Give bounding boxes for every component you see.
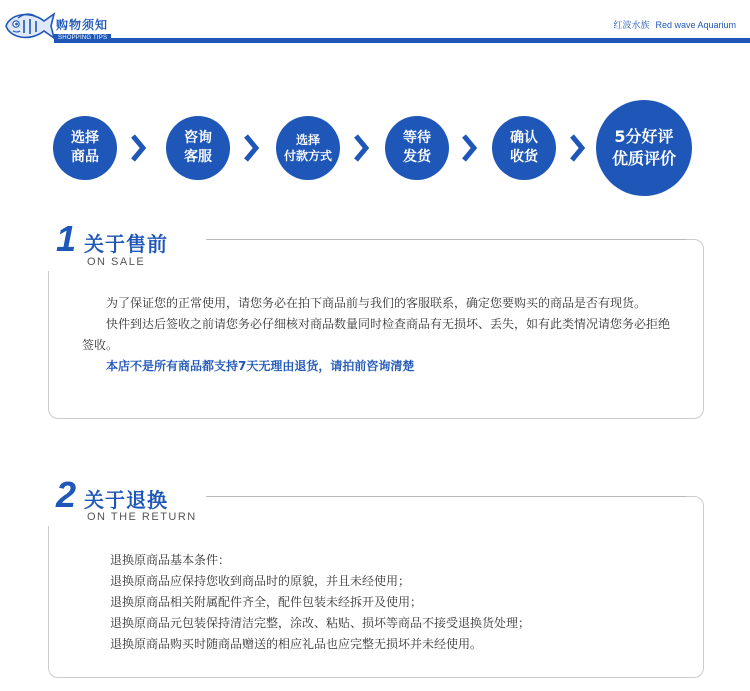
- presale-paragraph: 为了保证您的正常使用，请您务必在拍下商品前与我们的客服联系，确定您要购买的商品是否有现货。: [106, 296, 647, 310]
- return-line: 退换原商品基本条件：: [110, 553, 231, 567]
- section-title: 关于售前: [84, 232, 168, 256]
- step-confirm-receipt: 确认 收货: [492, 116, 556, 180]
- return-line: 退换原商品相关附属配件齐全，配件包装未经拆开及使用；: [110, 595, 423, 609]
- return-line: 退换原商品应保持您收到商品时的原貌，并且未经使用；: [110, 574, 411, 588]
- section-subtitle: ON SALE: [87, 256, 146, 268]
- header-tag: SHOPPING TIPS: [54, 34, 111, 43]
- heading-rule: [206, 239, 686, 240]
- section-subtitle: ON THE RETURN: [87, 511, 197, 523]
- brand-name: [613, 18, 736, 31]
- step-wait-shipping: 等待 发货: [385, 116, 449, 180]
- page-header: [0, 0, 750, 46]
- chevron-right-icon: [461, 133, 477, 163]
- header-rule: [110, 38, 750, 43]
- return-line: 退换原商品元包装保持清洁完整，涂改、粘贴、损坏等商品不接受退换货处理；: [110, 616, 531, 630]
- section-title: 关于退换: [84, 488, 168, 512]
- brand-name-zh: 红波水族: [613, 21, 650, 31]
- section-number: 1: [56, 218, 77, 259]
- heading-rule: [206, 496, 686, 497]
- section-number: 2: [56, 474, 77, 515]
- chevron-right-icon: [130, 133, 146, 163]
- presale-body: [82, 293, 674, 377]
- return-line: 退换原商品购买时随商品赠送的相应礼品也应完整无损坏并未经使用。: [110, 637, 483, 651]
- presale-notice: 本店不是所有商品都支持7天无理由退货，请拍前咨询清楚: [106, 359, 415, 373]
- step-consult-service: 咨询 客服: [166, 116, 230, 180]
- presale-paragraph: 快件到达后签收之前请您务必仔细核对商品数量同时检查商品有无损坏、丢失，如有此类情况请您务必拒绝签收。: [82, 317, 671, 352]
- step-payment-method: 选择 付款方式: [276, 116, 340, 180]
- header-title: 购物须知: [56, 18, 109, 32]
- step-select-item: 选择 商品: [53, 116, 117, 180]
- chevron-right-icon: [353, 133, 369, 163]
- return-body: [110, 550, 690, 655]
- brand-name-en: Red wave Aquarium: [655, 20, 736, 30]
- step-good-review: 5分好评 优质评价: [596, 100, 692, 196]
- chevron-right-icon: [243, 133, 259, 163]
- chevron-right-icon: [569, 133, 585, 163]
- fish-icon: [4, 9, 56, 43]
